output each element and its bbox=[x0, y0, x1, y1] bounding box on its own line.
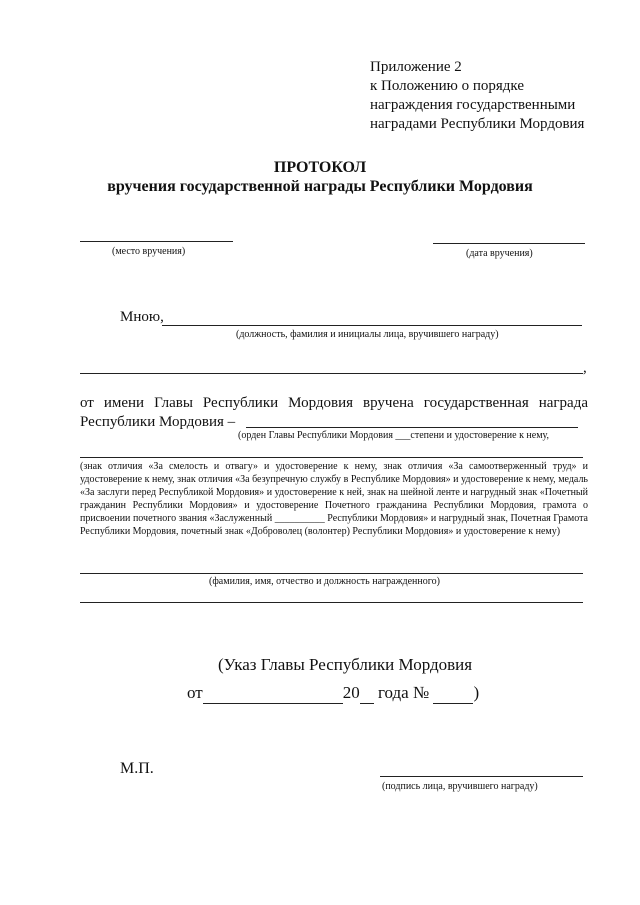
award-label: (орден Главы Республики Мордовия ___степени и удостоверение к нему, bbox=[238, 430, 550, 441]
appendix-line-2: к Положению о порядке bbox=[370, 78, 524, 94]
date-line bbox=[433, 243, 585, 244]
recipient-line bbox=[80, 573, 583, 574]
decree-title: (Указ Главы Республики Мордовия bbox=[218, 655, 473, 674]
full-line-2 bbox=[80, 457, 583, 458]
award-note: (знак отличия «За смелость и отвагу» и удостоверение к нему, знак отличия «За самоотверженный труд» и удостоверение к нему, знак отличия «За безупречную службу в Республике Мордовия» и удостоверение к нему, медаль «За заслуги перед Республикой Мордовия» и удостоверение к ней, знак на шейной ленте и нагрудный знак «Почетный гражданин Республики Мордовия» и удостоверение Почетного гражданина Республики Мордовия, грамота о присвоении почетного звания «Заслуженный __________ Республики Мордовия» и нагрудный знак, Почетная Грамота Республики Мордовия, почетный знак «Доброволец (волонтер) Республики Мордовия» и удостоверение к нему) bbox=[80, 461, 588, 537]
date-label: (дата вручения) bbox=[466, 248, 533, 259]
document-subtitle: вручения государственной награды Республики Мордовия bbox=[107, 178, 533, 195]
decree-number-blank bbox=[433, 683, 473, 704]
on-behalf-line-2: Республики Мордовия – bbox=[80, 414, 236, 430]
award-line bbox=[246, 427, 578, 428]
by-me-label: (должность, фамилия и инициалы лица, вручившего награду) bbox=[236, 329, 499, 340]
signature-label: (подпись лица, вручившего награду) bbox=[382, 781, 538, 792]
stamp-place: М.П. bbox=[120, 760, 154, 777]
by-me-line bbox=[162, 325, 582, 326]
appendix-line-4: наградами Республики Мордовия bbox=[370, 116, 585, 132]
decree-from: от bbox=[187, 683, 203, 702]
place-line bbox=[80, 241, 233, 242]
decree-line bbox=[187, 683, 479, 704]
signature-line bbox=[380, 776, 583, 777]
comma: , bbox=[583, 360, 587, 376]
document-title: ПРОТОКОЛ bbox=[273, 159, 367, 176]
decree-close: ) bbox=[473, 683, 480, 702]
appendix-line-1: Приложение 2 bbox=[370, 59, 462, 75]
full-line-1 bbox=[80, 373, 583, 374]
decree-year-blank bbox=[360, 683, 374, 704]
place-label: (место вручения) bbox=[112, 246, 186, 257]
decree-year-word: года № bbox=[377, 683, 430, 702]
full-line-3 bbox=[80, 602, 583, 603]
appendix-line-3: награждения государственными bbox=[370, 97, 576, 113]
recipient-label: (фамилия, имя, отчество и должность награжденного) bbox=[209, 576, 440, 587]
on-behalf-line-1: от имени Главы Республики Мордовия вручена государственная награда bbox=[80, 395, 588, 411]
by-me-text: Мною, bbox=[120, 309, 164, 325]
decree-date-blank bbox=[203, 683, 343, 704]
decree-year-prefix: 20 bbox=[342, 683, 360, 702]
